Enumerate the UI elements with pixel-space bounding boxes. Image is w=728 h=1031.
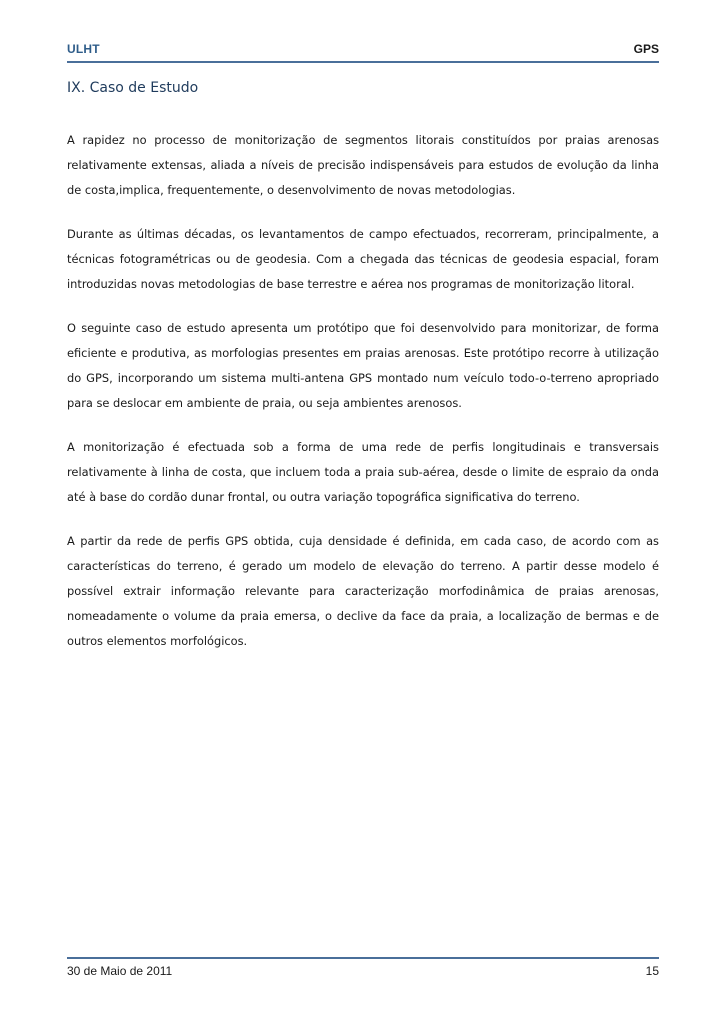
paragraph-5: A partir da rede de perfis GPS obtida, cuja densidade é definida, em cada caso, de acordo com as características do terreno, é gerado um modelo de elevação do terreno. A partir desse modelo é possível extrair informação relevante para caracterização morfodinâmica de praias arenosas, nomeadamente o volume da praia emersa, o declive da face da praia, a localização de bermas e de outros elementos morfológicos. xyxy=(67,534,659,648)
page-number: 15 xyxy=(645,964,659,978)
section-title: IX. Caso de Estudo xyxy=(67,80,199,96)
body-text xyxy=(67,128,659,673)
page-footer xyxy=(67,964,659,984)
header-topic: GPS xyxy=(633,42,659,56)
header-rule xyxy=(67,61,659,63)
paragraph-1: A rapidez no processo de monitorização de segmentos litorais constituídos por praias arenosas relativamente extensas, aliada a níveis de precisão indispensáveis para estudos de evolução da linha de costa,implica, frequentemente, o desenvolvimento de novas metodologias. xyxy=(67,133,659,197)
footer-date: 30 de Maio de 2011 xyxy=(67,964,173,978)
header-institution: ULHT xyxy=(67,42,100,56)
paragraph-2: Durante as últimas décadas, os levantamentos de campo efectuados, recorreram, principalmente, a técnicas fotogramétricas ou de geodesia. Com a chegada das técnicas de geodesia espacial, foram introduzidas novas metodologias de base terrestre e aérea nos programas de monitorização litoral. xyxy=(67,227,659,291)
footer-rule xyxy=(67,957,659,959)
page-header xyxy=(67,40,659,60)
paragraph-4: A monitorização é efectuada sob a forma de uma rede de perfis longitudinais e transversais relativamente à linha de costa, que incluem toda a praia sub-aérea, desde o limite de espraio da onda até à base do cordão dunar frontal, ou outra variação topográfica significativa do terreno. xyxy=(67,440,659,504)
paragraph-3: O seguinte caso de estudo apresenta um protótipo que foi desenvolvido para monitorizar, de forma eficiente e produtiva, as morfologias presentes em praias arenosas. Este protótipo recorre à utilização do GPS, incorporando um sistema multi-antena GPS montado num veículo todo-o-terreno apropriado para se deslocar em ambiente de praia, ou seja ambientes arenosos. xyxy=(67,321,659,410)
